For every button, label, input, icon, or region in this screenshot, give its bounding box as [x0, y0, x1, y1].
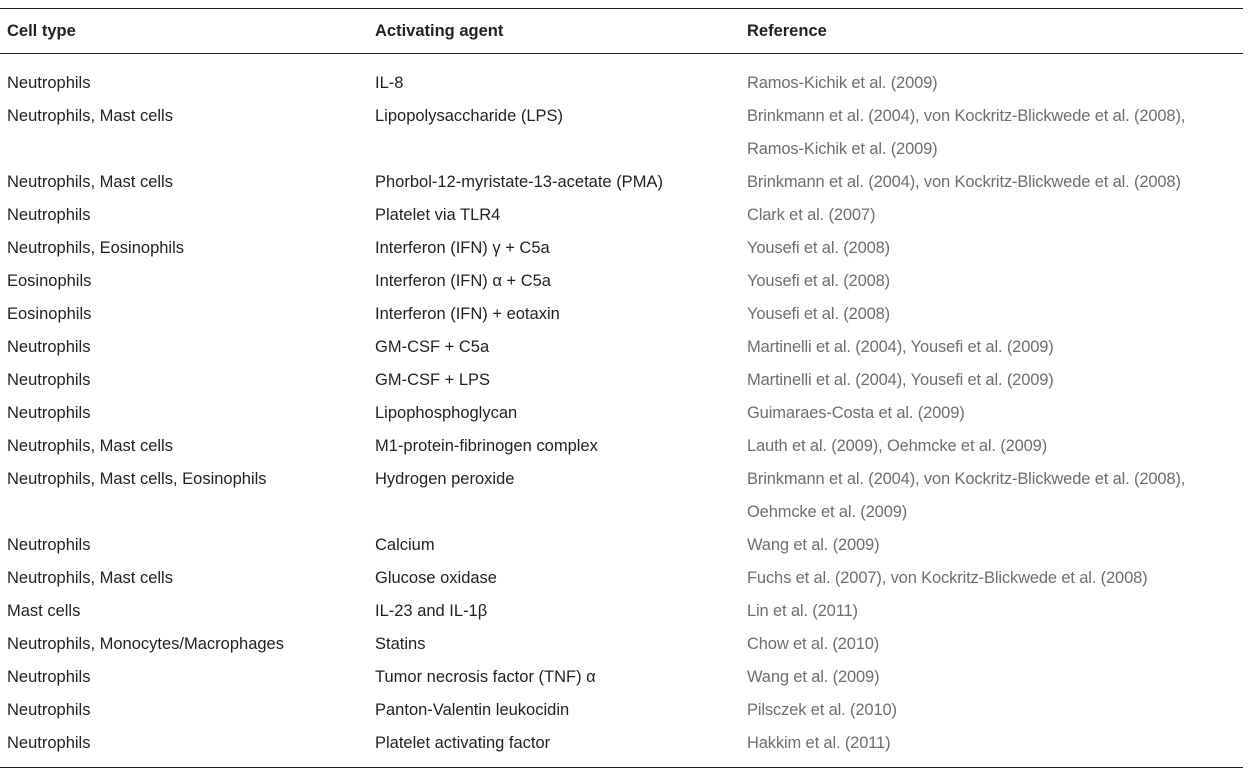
reference-value — [747, 529, 1242, 562]
reference-value — [747, 298, 1242, 331]
reference-value — [747, 595, 1242, 628]
reference-value — [747, 166, 1242, 199]
table-row — [0, 562, 1243, 595]
table-row — [0, 628, 1243, 661]
activating-agent-value: Interferon (IFN) + eotaxin — [375, 305, 560, 323]
activating-agent-value: Tumor necrosis factor (TNF) α — [375, 668, 596, 686]
reference-line: Brinkmann et al. (2004), von Kockritz-Blickwede et al. (2008), — [747, 470, 1186, 488]
cell-type-value: Neutrophils, Mast cells — [7, 437, 173, 455]
table-row — [0, 397, 1243, 430]
header-cell-type: Cell type — [7, 22, 76, 40]
header-activating-agent: Activating agent — [375, 22, 504, 40]
table-header-row — [0, 20, 1243, 44]
table-row — [0, 364, 1243, 397]
reference-line: Wang et al. (2009) — [747, 536, 880, 554]
reference-value — [747, 661, 1242, 694]
table-row — [0, 265, 1243, 298]
cell-type-value: Neutrophils — [7, 371, 91, 389]
cell-type-value: Eosinophils — [7, 305, 92, 323]
reference-value — [747, 397, 1242, 430]
cell-type-value: Neutrophils — [7, 206, 91, 224]
activating-agent-value: GM-CSF + LPS — [375, 371, 491, 389]
reference-value — [747, 628, 1242, 661]
reference-line: Yousefi et al. (2008) — [747, 305, 891, 323]
cell-type-value: Neutrophils, Mast cells, Eosinophils — [7, 470, 267, 488]
reference-line: Chow et al. (2010) — [747, 635, 880, 653]
table-row — [0, 661, 1243, 694]
table-row — [0, 463, 1243, 529]
cell-type-value: Eosinophils — [7, 272, 92, 290]
table-header-rule — [0, 53, 1243, 54]
cell-type-value: Neutrophils — [7, 74, 91, 92]
table-row — [0, 232, 1243, 265]
table-top-rule — [0, 8, 1243, 9]
reference-line: Pilsczek et al. (2010) — [747, 701, 897, 719]
reference-line: Martinelli et al. (2004), Yousefi et al. (2009) — [747, 371, 1054, 389]
reference-value — [747, 694, 1242, 727]
activating-agent-value: Lipophosphoglycan — [375, 404, 518, 422]
activating-agent-value: Calcium — [375, 536, 435, 554]
reference-line: Clark et al. (2007) — [747, 206, 876, 224]
reference-value — [747, 463, 1242, 529]
table-body — [0, 67, 1243, 760]
reference-value — [747, 199, 1242, 232]
cell-type-value: Mast cells — [7, 602, 81, 620]
reference-line: Oehmcke et al. (2009) — [747, 503, 908, 521]
table-row — [0, 430, 1243, 463]
activating-agent-value: GM-CSF + C5a — [375, 338, 490, 356]
cell-type-value: Neutrophils — [7, 701, 91, 719]
reference-value — [747, 364, 1242, 397]
reference-line: Fuchs et al. (2007), von Kockritz-Blickwede et al. (2008) — [747, 569, 1148, 587]
cell-type-value: Neutrophils — [7, 338, 91, 356]
cell-type-value: Neutrophils — [7, 734, 91, 752]
table-bottom-rule — [0, 767, 1243, 768]
reference-line: Guimaraes-Costa et al. (2009) — [747, 404, 965, 422]
activating-agent-value: IL-8 — [375, 74, 404, 92]
activating-agent-value: IL-23 and IL-1β — [375, 602, 488, 620]
activating-agent-value: Phorbol-12-myristate-13-acetate (PMA) — [375, 173, 663, 191]
activating-agent-value: Platelet via TLR4 — [375, 206, 501, 224]
reference-value — [747, 265, 1242, 298]
cell-type-value: Neutrophils, Mast cells — [7, 569, 173, 587]
reference-value — [747, 727, 1242, 760]
reference-value — [747, 67, 1242, 100]
cell-type-value: Neutrophils — [7, 404, 91, 422]
activating-agent-value: M1-protein-fibrinogen complex — [375, 437, 598, 455]
table-row — [0, 67, 1243, 100]
table-row — [0, 199, 1243, 232]
reference-line: Ramos-Kichik et al. (2009) — [747, 140, 938, 158]
cell-type-value: Neutrophils — [7, 536, 91, 554]
cell-type-value: Neutrophils, Monocytes/Macrophages — [7, 635, 284, 653]
reference-value — [747, 100, 1242, 166]
activating-agent-value: Interferon (IFN) γ + C5a — [375, 239, 550, 257]
reference-value — [747, 331, 1242, 364]
reference-line: Ramos-Kichik et al. (2009) — [747, 74, 938, 92]
reference-line: Yousefi et al. (2008) — [747, 272, 891, 290]
header-reference: Reference — [747, 22, 827, 40]
reference-value — [747, 562, 1242, 595]
cell-type-value: Neutrophils — [7, 668, 91, 686]
table-row — [0, 694, 1243, 727]
cell-type-value: Neutrophils, Eosinophils — [7, 239, 185, 257]
table-row — [0, 100, 1243, 166]
table-row — [0, 166, 1243, 199]
reference-line: Brinkmann et al. (2004), von Kockritz-Blickwede et al. (2008) — [747, 173, 1181, 191]
table-row — [0, 595, 1243, 628]
reference-line: Lin et al. (2011) — [747, 602, 858, 620]
reference-line: Yousefi et al. (2008) — [747, 239, 891, 257]
activating-agent-value: Statins — [375, 635, 426, 653]
activating-agent-value: Lipopolysaccharide (LPS) — [375, 107, 564, 125]
table-row — [0, 331, 1243, 364]
activating-agent-value: Interferon (IFN) α + C5a — [375, 272, 551, 290]
activating-agent-value: Platelet activating factor — [375, 734, 551, 752]
reference-line: Brinkmann et al. (2004), von Kockritz-Blickwede et al. (2008), — [747, 107, 1186, 125]
activating-agent-value: Glucose oxidase — [375, 569, 497, 587]
reference-value — [747, 232, 1242, 265]
cell-type-value: Neutrophils, Mast cells — [7, 107, 173, 125]
reference-line: Wang et al. (2009) — [747, 668, 880, 686]
reference-value — [747, 430, 1242, 463]
table-row — [0, 727, 1243, 760]
table-row — [0, 529, 1243, 562]
cell-type-value: Neutrophils, Mast cells — [7, 173, 173, 191]
activating-agent-value: Panton-Valentin leukocidin — [375, 701, 570, 719]
table-row — [0, 298, 1243, 331]
reference-line: Martinelli et al. (2004), Yousefi et al. (2009) — [747, 338, 1054, 356]
reference-line: Hakkim et al. (2011) — [747, 734, 891, 752]
activating-agent-value: Hydrogen peroxide — [375, 470, 515, 488]
reference-line: Lauth et al. (2009), Oehmcke et al. (2009) — [747, 437, 1048, 455]
